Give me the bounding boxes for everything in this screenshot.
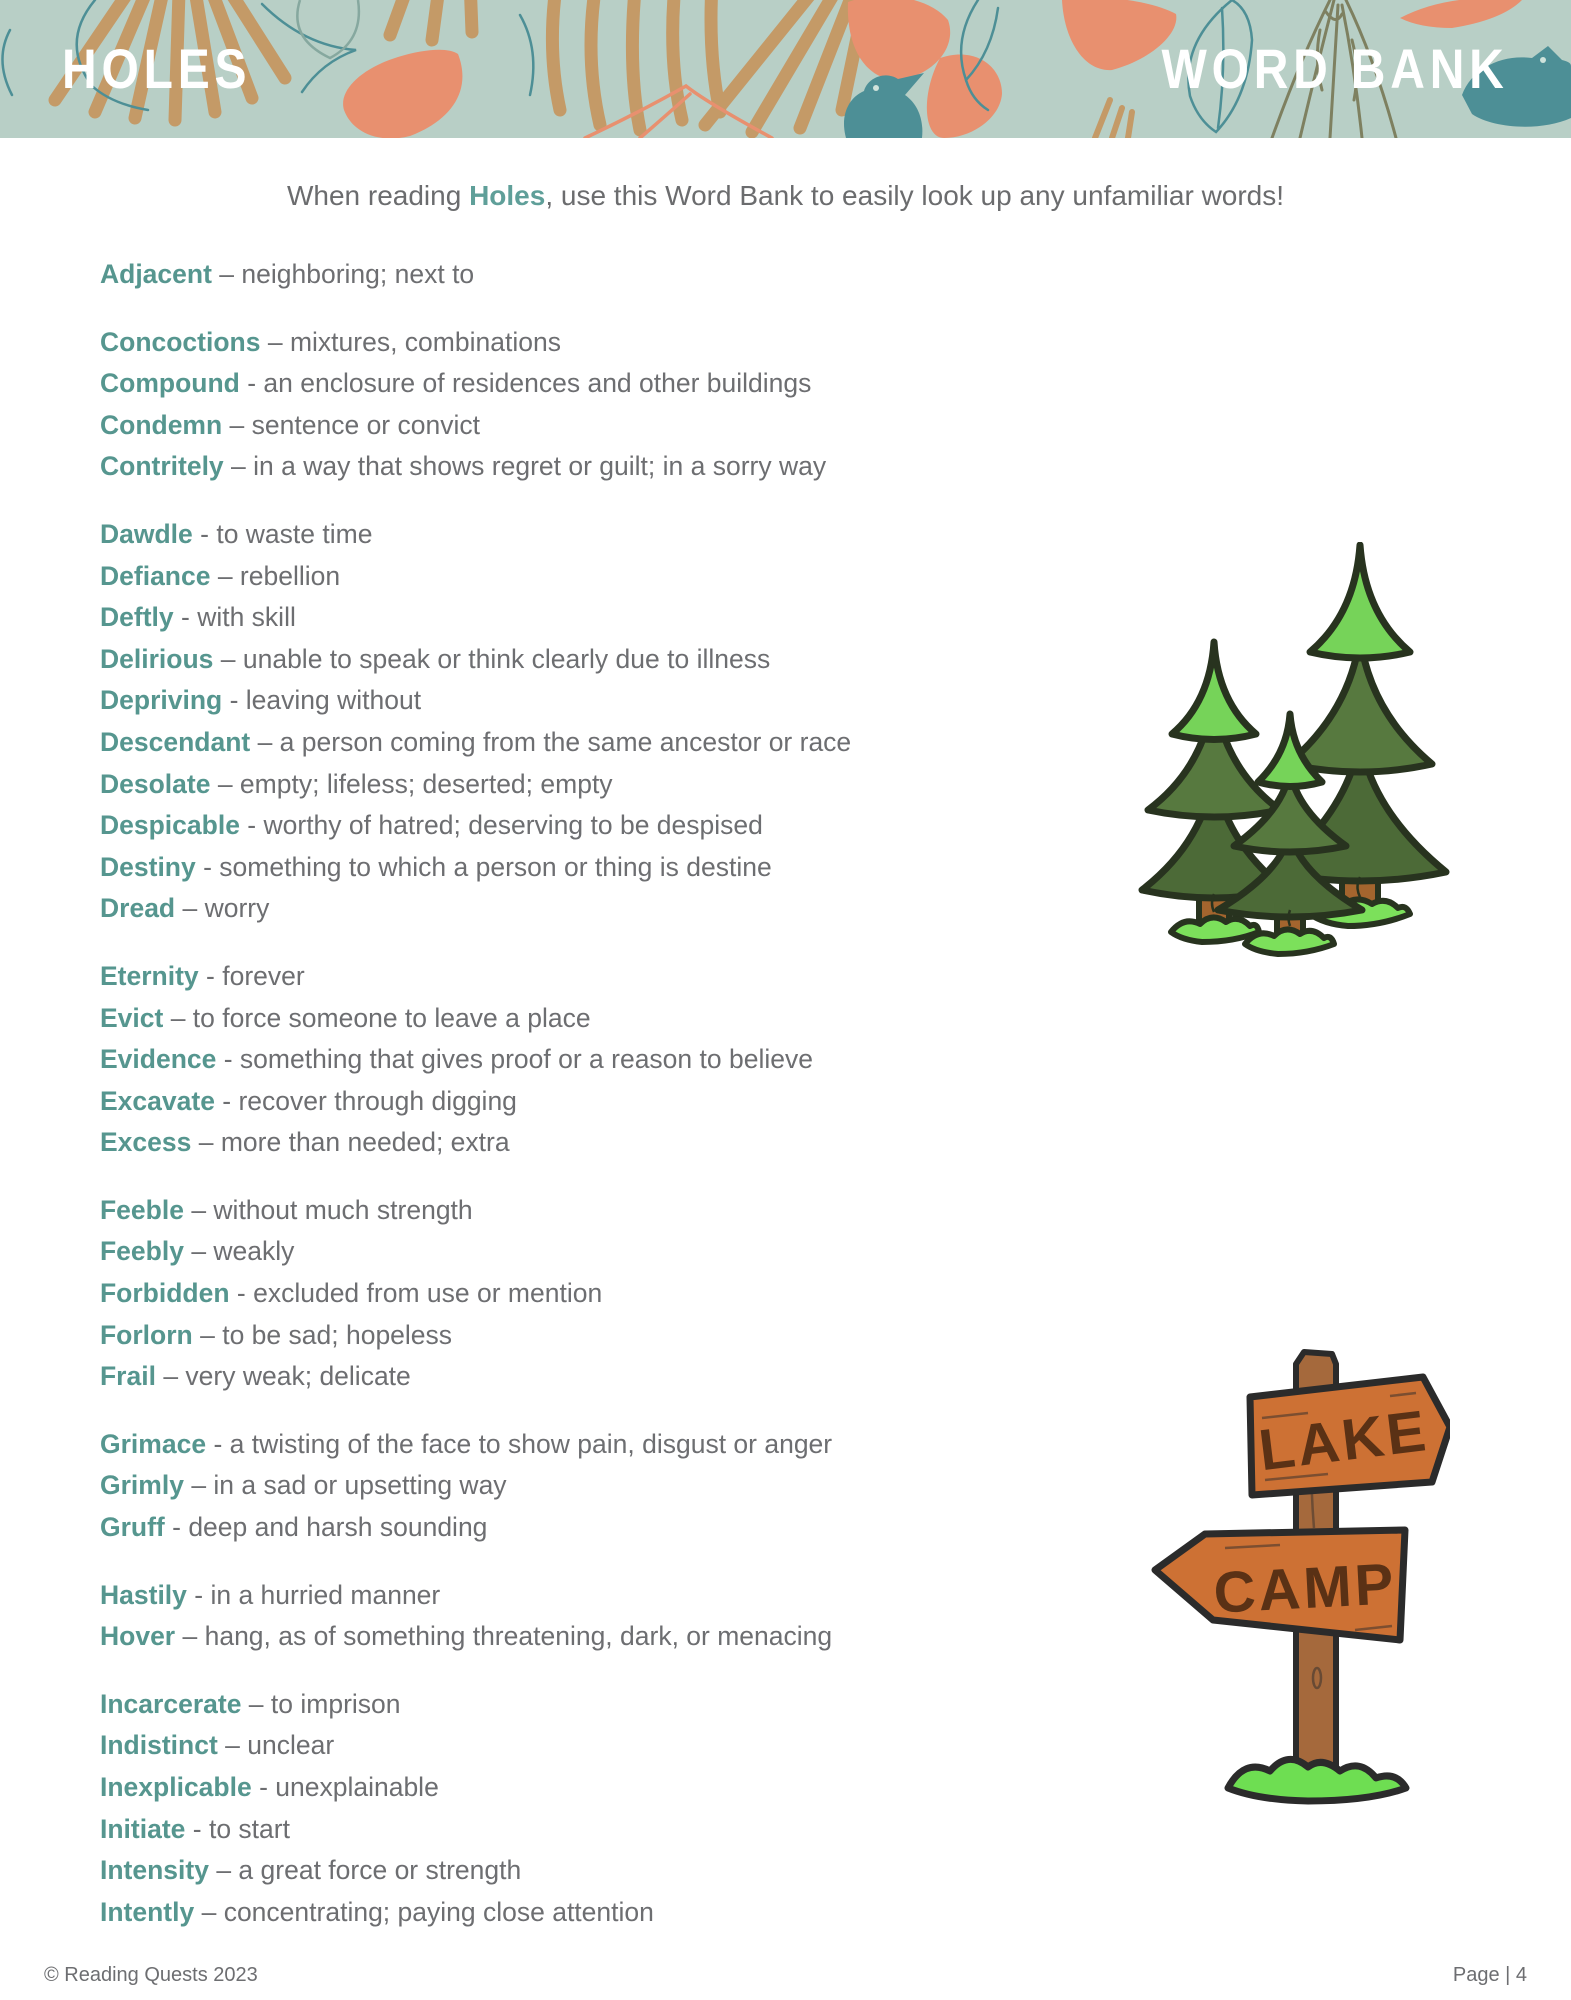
definition-text: - excluded from use or mention [229,1278,603,1309]
word-group [100,514,1000,930]
copyright-text: © Reading Quests 2023 [44,1964,258,1986]
word-entry [100,1684,1000,1726]
term-text: Incarcerate [100,1688,242,1719]
term-text: Hastily [100,1579,187,1610]
banner-titles [0,0,1571,138]
definition-text: – a person coming from the same ancestor or race [250,726,852,757]
term-text: Grimace [100,1428,207,1459]
word-bank-list [100,254,1000,1959]
term-text: Frail [100,1361,156,1392]
intro-suffix: , use this Word Bank to easily look up any unfamiliar words! [545,180,1285,211]
word-entry [100,1850,1000,1892]
word-entry [100,1424,1000,1466]
definition-text: – empty; lifeless; deserted; empty [210,768,613,799]
word-entry [100,1725,1000,1767]
definition-text: – unable to speak or think clearly due to illness [213,643,771,674]
definition-text: – in a sad or upsetting way [183,1470,507,1501]
definition-text: - forever [198,960,305,991]
definition-text: – sentence or convict [222,409,480,440]
term-text: Condemn [100,409,223,440]
term-text: Excavate [100,1085,215,1116]
pine-trees-illustration [1138,542,1453,957]
term-text: Concoctions [100,326,261,357]
word-entry [100,597,1000,639]
sign-lake-label: LAKE [1255,1398,1432,1484]
term-text: Desolate [100,768,211,799]
term-text: Intently [100,1896,195,1927]
term-text: Excess [100,1127,192,1158]
term-text: Hover [100,1621,176,1652]
definition-text: – to imprison [241,1688,401,1719]
page-number: Page | 4 [1452,1964,1527,1986]
word-entry [100,956,1000,998]
definition-text: - an enclosure of residences and other buildings [239,368,812,399]
term-text: Inexplicable [100,1772,252,1802]
definition-text: - to start [185,1813,290,1844]
definition-text: – neighboring; next to [211,259,475,289]
sign-grass [1228,1759,1406,1801]
word-group [100,322,1000,488]
term-text: Adjacent [100,259,212,289]
word-group [100,1190,1000,1398]
word-entry [100,1767,1000,1809]
word-entry [100,805,1000,847]
word-entry [100,1575,1000,1617]
term-text: Initiate [100,1813,186,1844]
definition-text: – unclear [217,1730,335,1761]
term-text: Feeble [100,1194,184,1225]
word-entry [100,363,1000,405]
word-entry [100,1122,1000,1164]
word-entry [100,556,1000,598]
definition-text: - leaving without [222,685,422,716]
word-entry [100,888,1000,930]
word-entry [100,1081,1000,1123]
definition-text: – weakly [183,1236,295,1267]
term-text: Contritely [100,451,224,482]
term-text: Destiny [100,851,196,882]
definition-text: – worry [175,893,270,924]
definition-text: - a twisting of the face to show pain, disgust or anger [206,1428,833,1459]
term-text: Defiance [100,560,211,591]
word-entry [100,639,1000,681]
word-entry [100,722,1000,764]
word-entry [100,764,1000,806]
definition-text: - deep and harsh sounding [164,1512,488,1543]
word-entry [100,1507,1000,1549]
term-text: Feebly [100,1236,184,1267]
term-text: Evict [100,1002,164,1033]
definition-text: - unexplainable [251,1772,439,1802]
term-text: Evidence [100,1044,217,1075]
definition-text: - recover through digging [214,1085,517,1116]
term-text: Forbidden [100,1278,230,1309]
definition-text: – concentrating; paying close attention [194,1896,654,1927]
word-entry [100,1616,1000,1658]
definition-text: - to waste time [192,518,373,549]
word-entry [100,1892,1000,1934]
term-text: Deftly [100,602,174,633]
definition-text: – hang, as of something threatening, dark, or menacing [175,1621,833,1652]
word-entry [100,1809,1000,1851]
term-text: Depriving [100,685,223,716]
definition-text: – mixtures, combinations [260,326,561,357]
definition-text: - in a hurried manner [186,1579,441,1610]
definition-text: - something that gives proof or a reason to believe [216,1044,813,1075]
definition-text: - something to which a person or thing is destine [195,851,772,882]
word-entry [100,405,1000,447]
definition-text: – very weak; delicate [155,1361,411,1392]
word-entry [100,1356,1000,1398]
term-text: Gruff [100,1512,165,1543]
term-text: Intensity [100,1855,209,1886]
word-entry [100,514,1000,556]
term-text: Despicable [100,810,240,841]
term-text: Dawdle [100,518,193,549]
definition-text: – a great force or strength [208,1855,522,1886]
word-entry [100,322,1000,364]
sign-camp-label: CAMP [1212,1551,1398,1626]
word-group [100,1575,1000,1658]
word-group [100,254,1000,296]
word-group [100,956,1000,1164]
definition-text: – to be sad; hopeless [192,1319,453,1350]
word-entry [100,998,1000,1040]
term-text: Dread [100,893,176,924]
header-banner [0,0,1571,138]
term-text: Grimly [100,1470,184,1501]
intro-text [0,178,1571,214]
word-entry [100,1190,1000,1232]
page-footer [44,1964,1527,1987]
term-text: Forlorn [100,1319,193,1350]
definition-text: – without much strength [183,1194,473,1225]
intro-prefix: When reading [286,180,470,211]
lake-camp-sign-illustration [1150,1348,1450,1813]
definition-text: – rebellion [210,560,341,591]
word-entry [100,1315,1000,1357]
term-text: Compound [100,368,240,399]
term-text: Descendant [100,726,251,757]
word-entry [100,1231,1000,1273]
definition-text: - worthy of hatred; deserving to be despised [239,810,763,841]
word-entry [100,847,1000,889]
word-bank-title: WORD BANK [1161,37,1509,101]
word-entry [100,254,1000,296]
definition-text: – more than needed; extra [191,1127,510,1158]
book-name-highlight: Holes [469,180,546,211]
definition-text: – to force someone to leave a place [163,1002,591,1033]
definition-text: - with skill [173,602,296,633]
word-entry [100,1273,1000,1315]
word-entry [100,1465,1000,1507]
word-entry [100,680,1000,722]
term-text: Indistinct [100,1730,218,1761]
term-text: Eternity [100,960,199,991]
word-group [100,1424,1000,1549]
term-text: Delirious [100,643,214,674]
word-entry [100,446,1000,488]
word-group [100,1684,1000,1934]
definition-text: – in a way that shows regret or guilt; in a sorry way [223,451,827,482]
word-entry [100,1039,1000,1081]
book-title: HOLES [62,37,252,101]
